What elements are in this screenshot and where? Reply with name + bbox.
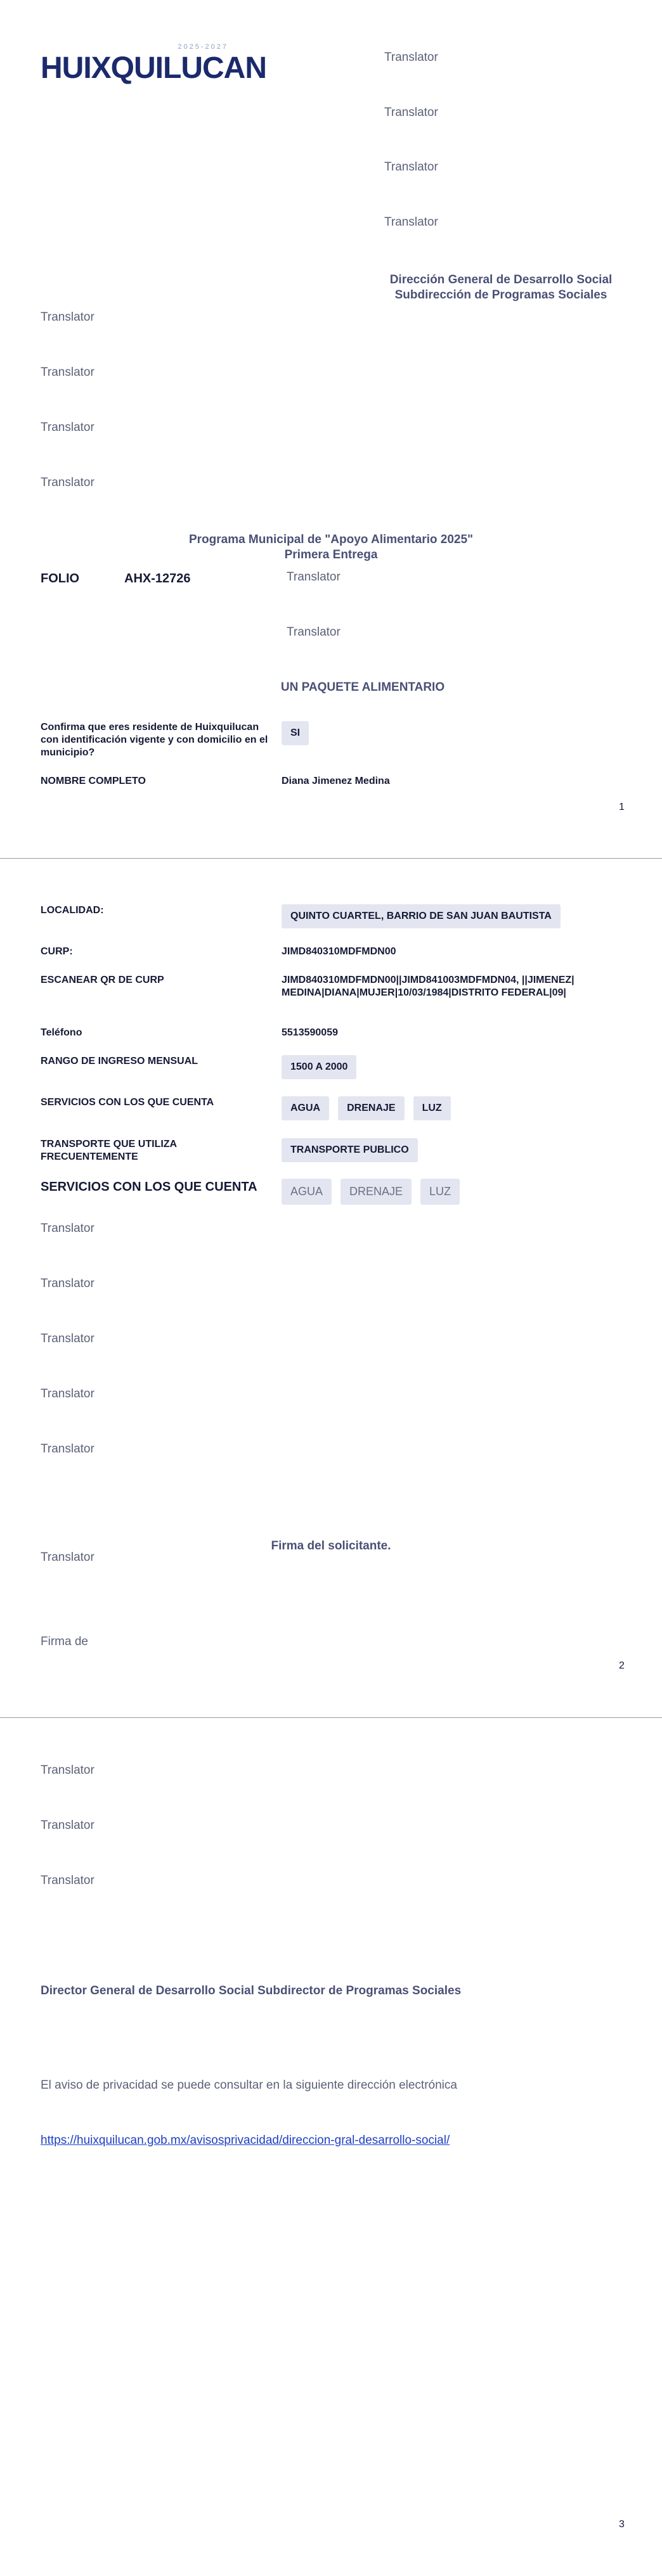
full-name-value: Diana Jimenez Medina — [282, 776, 390, 786]
translator-label: Translator — [384, 106, 438, 119]
service-badge: AGUA — [282, 1096, 329, 1120]
privacy-link[interactable]: https://huixquilucan.gob.mx/avisosprivacidad/direccion-gral-desarrollo-social/ — [41, 2134, 450, 2147]
service-badge: LUZ — [413, 1096, 451, 1120]
page-number: 1 — [619, 802, 625, 812]
full-name-label: NOMBRE COMPLETO — [41, 776, 146, 786]
service-badge: AGUA — [282, 1179, 332, 1205]
translator-label: Translator — [384, 51, 438, 64]
translator-label: Translator — [41, 1222, 94, 1235]
translator-label: Translator — [41, 1764, 94, 1777]
folio-value: AHX-12726 — [124, 572, 191, 586]
logo-text: HUIXQUILUCAN — [41, 51, 266, 85]
phone-label: Teléfono — [41, 1027, 82, 1038]
services-list-secondary — [282, 1179, 469, 1205]
transport-value: TRANSPORTE PUBLICO — [282, 1138, 418, 1162]
page-number: 2 — [619, 1660, 625, 1671]
signature-of-label: Firma de — [41, 1635, 88, 1648]
service-badge: DRENAJE — [338, 1096, 404, 1120]
income-label: RANGO DE INGRESO MENSUAL — [41, 1056, 198, 1067]
qr-curp-value: JIMD840310MDFMDN00||JIMD841003MDFMDN04, ||JIMENEZ|MEDINA|DIANA|MUJER|10/03/1984|DISTRITO FEDERAL|09| — [282, 975, 574, 998]
translator-label: Translator — [41, 1387, 94, 1400]
page-number: 3 — [619, 2519, 625, 2530]
transport-label: TRANSPORTE QUE UTILIZA FRECUENTEMENTE — [41, 1139, 177, 1162]
curp-value: JIMD840310MDFMDN00 — [282, 946, 396, 957]
locality-value: QUINTO CUARTEL, BARRIO DE SAN JUAN BAUTISTA — [282, 904, 561, 928]
page-divider — [0, 1717, 662, 1718]
logo-years: 2025-2027 — [178, 43, 228, 51]
service-badge: DRENAJE — [341, 1179, 412, 1205]
residence-answer: SI — [282, 721, 309, 745]
translator-label: Translator — [41, 1332, 94, 1345]
translator-label: Translator — [41, 311, 94, 324]
curp-label: CURP: — [41, 946, 73, 957]
translator-label: Translator — [41, 421, 94, 434]
page-divider — [0, 858, 662, 859]
package-title: UN PAQUETE ALIMENTARIO — [280, 681, 445, 694]
folio-label: FOLIO — [41, 572, 80, 586]
translator-label: Translator — [41, 1277, 94, 1290]
services-label-large: SERVICIOS CON LOS QUE CUENTA — [41, 1180, 257, 1194]
translator-label: Translator — [287, 625, 341, 639]
translator-label: Translator — [41, 476, 94, 489]
program-name: Programa Municipal de "Apoyo Alimentario 2025" — [188, 533, 474, 546]
translator-label: Translator — [384, 215, 438, 229]
subdepartment-line: Subdirección de Programas Sociales — [394, 288, 607, 302]
income-value: 1500 A 2000 — [282, 1055, 356, 1079]
translator-label: Translator — [287, 570, 341, 584]
services-list — [282, 1096, 460, 1120]
huixquilucan-logo — [41, 43, 266, 85]
translator-label: Translator — [41, 1874, 94, 1887]
services-label: SERVICIOS CON LOS QUE CUENTA — [41, 1097, 214, 1108]
directors-line: Director General de Desarrollo Social Subdirector de Programas Sociales — [41, 1984, 462, 1997]
locality-label: LOCALIDAD: — [41, 905, 104, 916]
phone-value: 5513590059 — [282, 1027, 338, 1038]
delivery-name: Primera Entrega — [284, 548, 378, 561]
department-heading — [368, 272, 634, 303]
translator-label: Translator — [41, 366, 94, 379]
residence-question: Confirma que eres residente de Huixquilucan con identificación vigente y con domicilio en el municipio? — [41, 722, 268, 758]
translator-label: Translator — [41, 1551, 94, 1564]
privacy-notice: El aviso de privacidad se puede consultar en la siguiente dirección electrónica — [41, 2079, 457, 2092]
service-badge: LUZ — [420, 1179, 460, 1205]
signature-title: Firma del solicitante. — [271, 1539, 391, 1553]
department-line: Dirección General de Desarrollo Social — [389, 273, 613, 286]
qr-curp-label: ESCANEAR QR DE CURP — [41, 975, 164, 985]
translator-label: Translator — [384, 160, 438, 174]
program-heading — [141, 532, 521, 563]
translator-label: Translator — [41, 1819, 94, 1832]
translator-label: Translator — [41, 1442, 94, 1456]
